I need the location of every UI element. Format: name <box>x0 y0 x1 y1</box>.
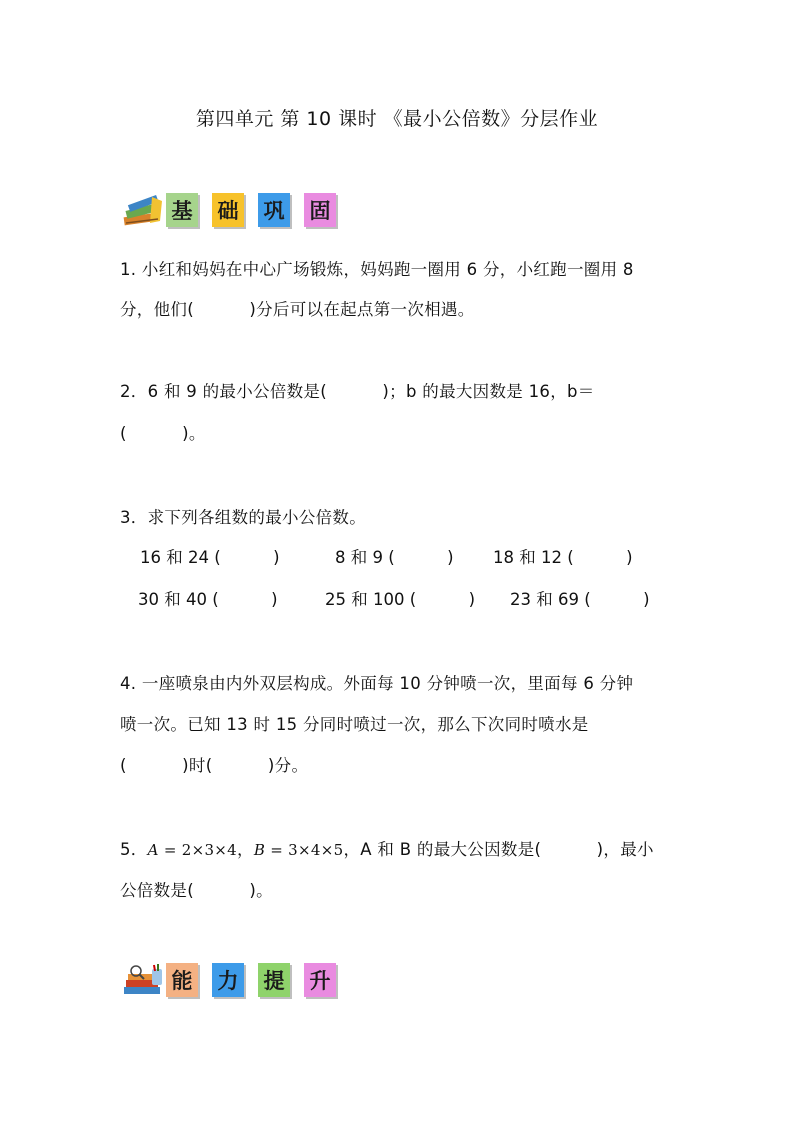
q4-line2: 喷一次。已知 13 时 15 分同时喷过一次，那么下次同时喷水是 <box>120 715 589 734</box>
books-icon <box>122 193 164 227</box>
q3-item-6: 23 和 69 ( ) <box>510 590 650 609</box>
q5-line1-rest: ，A 和 B 的最大公因数是( )，最小 <box>343 840 654 859</box>
section-tile-gong: 巩 <box>258 193 290 227</box>
section-tile-ji: 基 <box>166 193 198 227</box>
page-title: 第四单元 第 10 课时 《最小公倍数》分层作业 <box>195 108 599 130</box>
q3-item-2: 8 和 9 ( ) <box>335 548 454 567</box>
section-tile-ti: 提 <box>258 963 290 997</box>
q3-line1: 3．求下列各组数的最小公倍数。 <box>120 508 366 527</box>
q5-sep: ， <box>237 840 254 859</box>
section-tile-neng: 能 <box>166 963 198 997</box>
q2-line2: ( )。 <box>120 424 206 443</box>
q5-prefix: 5． <box>120 840 148 859</box>
q5-expr-a: = 2×3×4 <box>158 841 238 859</box>
q5-var-b: B <box>253 841 266 859</box>
books-with-pencils-icon <box>122 963 164 997</box>
q2-line1: 2．6 和 9 的最小公倍数是( )；b 的最大因数是 16，b＝ <box>120 382 595 401</box>
section-tile-gu: 固 <box>304 193 336 227</box>
q3-item-5: 25 和 100 ( ) <box>325 590 476 609</box>
q4-line3: ( )时( )分。 <box>120 756 309 775</box>
section-tile-sheng: 升 <box>304 963 336 997</box>
section-tile-li: 力 <box>212 963 244 997</box>
section-tile-chu: 础 <box>212 193 244 227</box>
q5-line1 <box>120 836 654 860</box>
section-advanced-header <box>122 960 350 1000</box>
q4-line1: 4. 一座喷泉由内外双层构成。外面每 10 分钟喷一次，里面每 6 分钟 <box>120 674 634 693</box>
q3-item-4: 30 和 40 ( ) <box>138 590 278 609</box>
q3-item-1: 16 和 24 ( ) <box>140 548 280 567</box>
q5-line2: 公倍数是( )。 <box>120 881 273 900</box>
q1-line1: 1. 小红和妈妈在中心广场锻炼，妈妈跑一圈用 6 分，小红跑一圈用 8 <box>120 260 634 279</box>
section-basic-header <box>122 190 350 230</box>
q5-expr-b: = 3×4×5 <box>265 841 344 859</box>
q5-var-a: A <box>147 841 159 859</box>
q3-item-3: 18 和 12 ( ) <box>493 548 633 567</box>
q1-line2: 分，他们( )分后可以在起点第一次相遇。 <box>120 300 475 319</box>
